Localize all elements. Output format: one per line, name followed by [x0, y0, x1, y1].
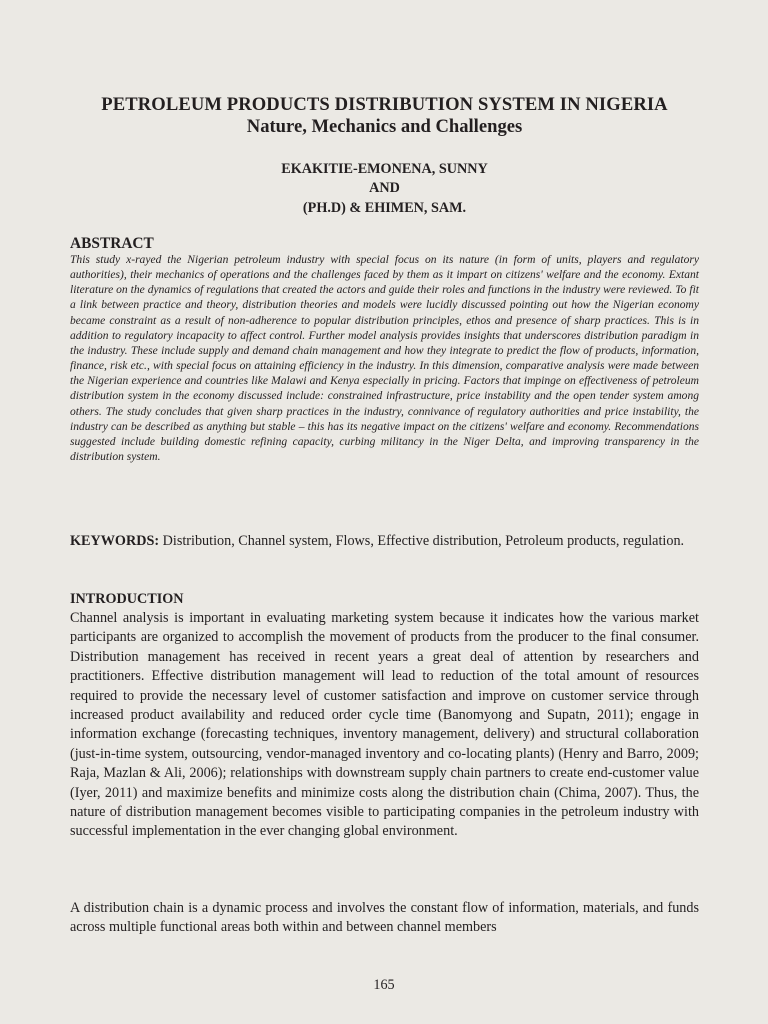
author-line-1: EKAKITIE-EMONENA, SUNNY — [281, 161, 488, 177]
paper-subtitle: Nature, Mechanics and Challenges — [246, 116, 523, 137]
author-line-2: AND — [369, 180, 400, 197]
keywords-text: Distribution, Channel system, Flows, Effective distribution, Petroleum products, regulation. — [159, 533, 685, 549]
abstract-heading: ABSTRACT — [70, 235, 154, 252]
keywords-label: KEYWORDS: — [70, 533, 160, 549]
author-block — [70, 160, 699, 218]
paper-title: PETROLEUM PRODUCTS DISTRIBUTION SYSTEM IN NIGERIA — [101, 94, 668, 115]
introduction-paragraph-1: Channel analysis is important in evaluating marketing system because it indicates how the various market participants are organized to accomplish the movement of products from the producer to the final consumer. Distribution management has received in recent years a great deal of attention by researchers and practitioners. Effective distribution management will lead to reduction of the total amount of resources required to provide the necessary level of customer satisfaction and improve on customer service through increased product availability and reduced order cycle time (Banomyong and Supatn, 2011); engage in information exchange (forecasting techniques, inventory management, delivery) and structural collaboration (just-in-time system, outsourcing, vendor-managed inventory and co-locating plants) (Henry and Barro, 2009; Raja, Mazlan & Ali, 2006); relationships with downstream supply chain partners to create end-customer value (Iyer, 2011) and maximize benefits and minimize costs along the distribution chain (Chima, 2007). Thus, the nature of distribution management becomes visible to participating companies in the petroleum industry with successful implementation in the ever changing global environment. — [70, 610, 699, 840]
title-block — [70, 94, 699, 138]
page-number: 165 — [373, 977, 395, 993]
abstract-text: This study x-rayed the Nigerian petroleum industry with special focus on its nature (in form of units, players and regulatory authorities), their mechanics of operations and the challenges faced by them as it impart on citizens' welfare and the economy. Extant literature on the dynamics of regulations that created the actors and guide their roles and functions in the industry were reviewed. To fit a link between practice and theory, distribution theories and models were lucidly discussed pointing out how the Nigerian economy became constraint as a result of non-adherence to popular distribution principles, ethos and presence of sharp practices. This is in addition to regulatory incapacity to affect control. Further model analysis provides insights that underscores distribution paradigm in the industry. These include supply and demand chain management and how they integrate to predict the flow of products, information, finance, risk etc., with special focus on attaining efficiency in the industry. In this dimension, comparative analysis were made between the Nigerian experience and countries like Malawi and Kenya especially in pricing. Factors that impinge on effectiveness of petroleum distribution system in the economy discussed include: constrained infrastructure, price instability and the open tender system among others. The study concludes that given sharp practices in the industry, connivance of regulatory authorities and price instability, the industry can be described as anything but stable – this has its negative impact on the citizens' welfare and economy. Recommendations suggested include building domestic refining capacity, curbing militancy in the Niger Delta, and improving transparency in the distribution system. — [70, 254, 699, 464]
keywords-paragraph — [70, 532, 699, 552]
introduction-heading: INTRODUCTION — [70, 591, 184, 607]
introduction-paragraph-2: A distribution chain is a dynamic process and involves the constant flow of information, materials, and funds across multiple functional areas both within and between channel members — [70, 900, 699, 936]
author-line-3: (PH.D) & EHIMEN, SAM. — [302, 199, 467, 216]
